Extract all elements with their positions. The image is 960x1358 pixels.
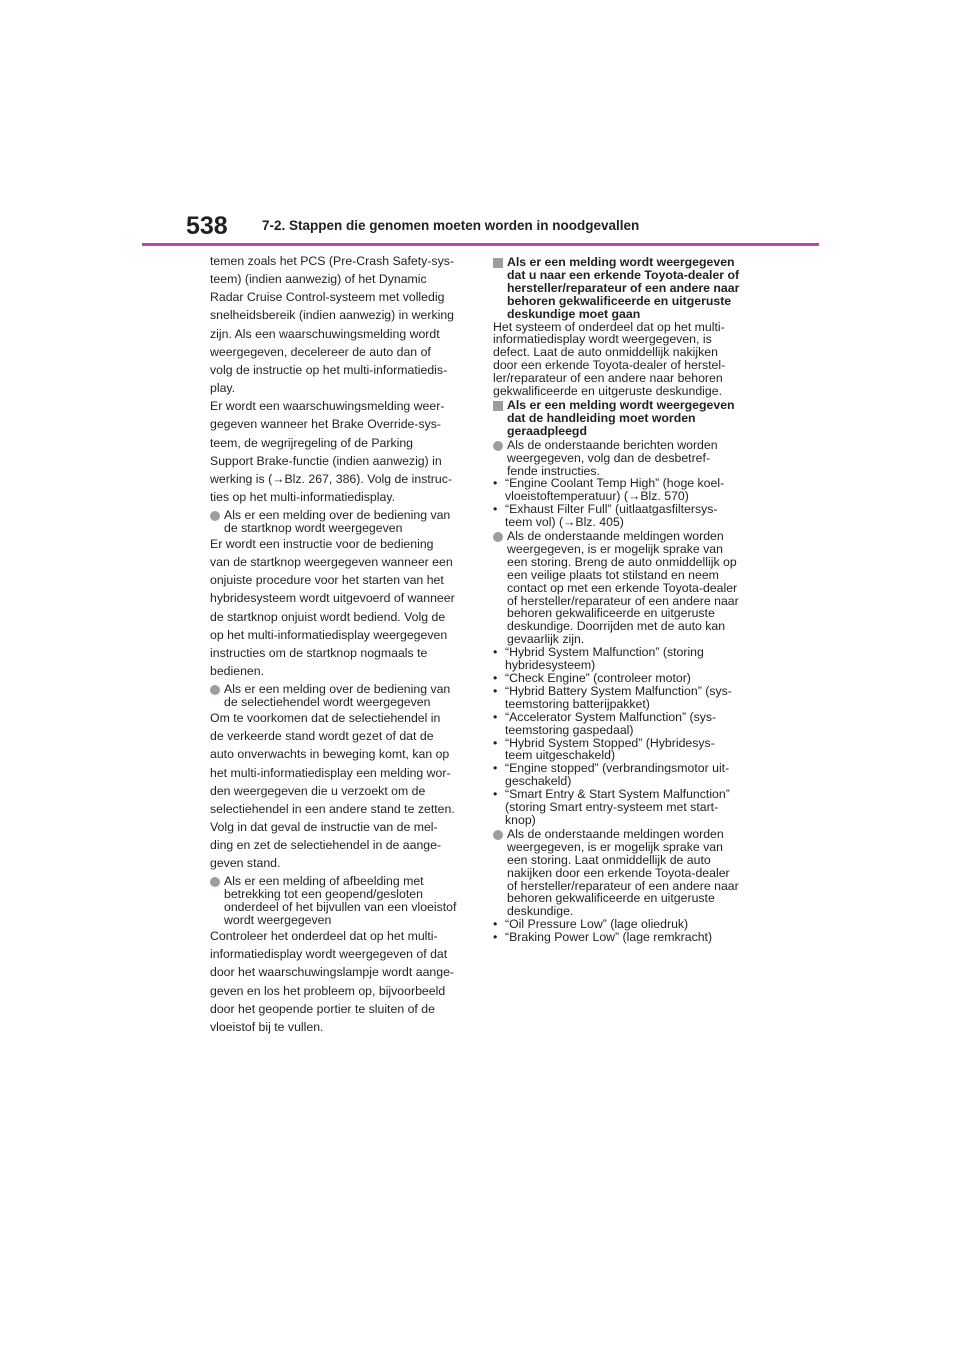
bullet-instructies-text [507, 439, 756, 478]
circle-bullet-icon [210, 877, 220, 887]
text-line: vloeistoftemperatuur) (→Blz. 570) [505, 489, 689, 504]
text-line: temen zoals het PCS (Pre-Crash Safety-sys- [210, 254, 454, 268]
text-line: Als de onderstaande meldingen worden [507, 826, 724, 841]
bullet-instructies [493, 439, 756, 478]
text-line: Als er een melding wordt weergegeven [507, 397, 735, 412]
text-line: de startknop onjuist wordt bediend. Volg de [210, 609, 446, 624]
list-item-text [505, 503, 756, 529]
text-line: “Check Engine” (controleer motor) [505, 671, 691, 685]
text-line: wordt weergegeven [224, 913, 332, 928]
message-list-2 [493, 646, 756, 827]
list-item [493, 762, 756, 788]
list-item [493, 711, 756, 737]
circle-bullet-icon [493, 441, 503, 451]
text-line: deskundige. [507, 904, 574, 919]
text-line: den weergegeven die u verzoekt om de [210, 783, 426, 798]
list-item [493, 737, 756, 763]
left-paragraph-4 [210, 927, 472, 1036]
list-item-text [505, 646, 756, 672]
text-line: door een erkende Toyota-dealer of herstel- [493, 358, 726, 373]
list-marker: • [493, 645, 498, 660]
list-item-text [505, 711, 756, 737]
text-line: teem, de wegrijregeling of de Parking [210, 435, 414, 450]
list-item [493, 788, 756, 827]
text-line: Als de onderstaande berichten worden [507, 437, 718, 452]
bullet-selectiehendel-text [224, 683, 472, 709]
text-line: geschakeld) [505, 774, 572, 789]
text-line: snelheidsbereik (indien aanwezig) in werking [210, 308, 455, 323]
square-bullet-icon [493, 258, 503, 268]
text-line: “Engine stopped” (verbrandingsmotor uit- [505, 761, 730, 776]
text-line: weergegeven, is er mogelijk sprake van [507, 839, 723, 854]
circle-bullet-icon [493, 830, 503, 840]
text-line: informatiedisplay wordt weergegeven of dat [210, 947, 448, 962]
text-line: “Oil Pressure Low” (lage oliedruk) [505, 917, 689, 932]
text-line: geraadpleegd [507, 423, 587, 438]
text-line: defect. Laat de auto onmiddellijk nakijken [493, 345, 718, 360]
text-line: selectiehendel in een andere stand te zetten. [210, 801, 455, 816]
text-line: hybridesysteem wordt uitgevoerd of wanneer [210, 591, 455, 606]
heading-handleiding-text [507, 399, 756, 438]
list-item-text [505, 931, 756, 944]
text-line: behoren gekwalificeerde en uitgeruste [507, 606, 715, 621]
list-marker: • [493, 761, 498, 776]
list-item-text [505, 685, 756, 711]
text-line: volg de instructie op het multi-informatiedis- [210, 362, 448, 377]
list-item [493, 672, 756, 685]
text-line: gekwalificeerde en uitgeruste deskundige. [493, 384, 723, 399]
text-line: weergegeven, decelereer de auto dan of [210, 344, 431, 359]
text-line: betrekking tot een geopend/gesloten [224, 887, 423, 902]
text-line: Om te voorkomen dat de selectiehendel in [210, 711, 441, 726]
list-marker: • [493, 683, 498, 698]
text-line: een storing. Breng de auto onmiddellijk op [507, 554, 737, 569]
text-line: geven stand. [210, 856, 281, 871]
text-line: instructies om de startknop nogmaals te [210, 645, 428, 660]
text-line: (storing Smart entry-systeem met start- [505, 800, 719, 815]
message-list-3 [493, 918, 756, 944]
text-line: informatiedisplay wordt weergegeven, is [493, 332, 712, 347]
bullet-vloeistof [210, 875, 472, 927]
text-line: Als de onderstaande meldingen worden [507, 529, 724, 544]
list-item [493, 931, 756, 944]
text-line: behoren gekwalificeerde en uitgeruste [507, 891, 715, 906]
text-line: Volg in dat geval de instructie van de mel- [210, 820, 438, 834]
text-line: Support Brake-functie (indien aanwezig) in [210, 453, 442, 468]
bullet-storing-nakijken [493, 828, 756, 918]
text-line: teem uitgeschakeld) [505, 748, 616, 763]
heading-dealer [493, 256, 756, 321]
left-paragraph-2 [210, 535, 472, 680]
list-marker: • [493, 709, 498, 724]
text-line: het multi-informatiedisplay een melding wor- [210, 765, 451, 780]
text-line: teem vol) (→Blz. 405) [505, 515, 624, 530]
text-line: deskundige. Doorrijden met de auto kan [507, 619, 726, 634]
text-line: onderdeel of het bijvullen van een vloeistof [224, 900, 457, 915]
page-number: 538 [186, 212, 228, 240]
text-line: werking is (→Blz. 267, 386). Volg de instruc- [210, 471, 452, 486]
list-item [493, 503, 756, 529]
text-line: ler/reparateur of een andere naar behoren [493, 371, 723, 386]
text-line: hersteller/reparateur of een andere naar [507, 280, 740, 295]
text-line: ties op het multi-informatiedisplay. [210, 490, 395, 505]
text-line: “Accelerator System Malfunction” (sys- [505, 709, 717, 724]
text-line: auto onverwachts in beweging komt, kan op [210, 747, 450, 762]
text-line: contact op met een erkende Toyota-dealer [507, 580, 738, 595]
left-column [210, 252, 472, 1036]
heading-handleiding [493, 399, 756, 438]
text-line: op het multi-informatiedisplay weergegeven [210, 627, 448, 642]
circle-bullet-icon [210, 685, 220, 695]
text-line: dat u naar een erkende Toyota-dealer of [507, 267, 740, 282]
text-line: bedienen. [210, 664, 265, 679]
text-line: de selectiehendel wordt weergegeven [224, 695, 431, 710]
list-marker: • [493, 735, 498, 750]
text-line: onjuiste procedure voor het starten van het [210, 573, 444, 588]
text-line: hybridesysteem) [505, 658, 596, 673]
chapter-title: 7-2. Stappen die genomen moeten worden in noodgevallen [262, 218, 640, 233]
bullet-storing-stilstand-text [507, 530, 756, 646]
list-item [493, 685, 756, 711]
bullet-startknop-text [224, 509, 472, 535]
text-line: Als er een melding over de bediening van [224, 508, 451, 523]
left-paragraph-1 [210, 252, 472, 506]
text-line: “Engine Coolant Temp High” (hoge koel- [505, 476, 725, 491]
text-line: Het systeem of onderdeel dat op het multi- [493, 319, 725, 334]
text-line: door het waarschuwingslampje wordt aange- [210, 965, 455, 980]
text-line: “Hybrid Battery System Malfunction” (sys- [505, 683, 732, 698]
header-rule [142, 243, 819, 246]
list-item-text [505, 762, 756, 788]
text-line: een veilige plaats tot stilstand en neem [507, 567, 719, 582]
text-line: een storing. Laat onmiddellijk de auto [507, 852, 711, 867]
text-line: weergegeven, volg dan de desbetref- [507, 450, 711, 465]
text-line: gevaarlijk zijn. [507, 632, 585, 647]
text-line: gegeven wanneer het Brake Override-sys- [210, 417, 442, 432]
right-paragraph-1 [493, 321, 756, 398]
text-line: van de startknop weergegeven wanneer een [210, 555, 453, 570]
text-line: deskundige moet gaan [507, 306, 641, 321]
list-item-text [505, 672, 756, 685]
text-line: Controleer het onderdeel dat op het multi- [210, 929, 438, 944]
bullet-startknop [210, 509, 472, 535]
text-line: teemstoring batterijpakket) [505, 696, 650, 711]
bullet-selectiehendel [210, 683, 472, 709]
heading-dealer-text [507, 256, 756, 321]
text-line: Als er een melding wordt weergegeven [507, 255, 735, 269]
text-line: “Exhaust Filter Full” (uitlaatgasfiltersys- [505, 502, 718, 517]
text-line: nakijken door een erkende Toyota-dealer [507, 865, 730, 880]
bullet-storing-stilstand [493, 530, 756, 646]
text-line: knop) [505, 812, 536, 827]
bullet-vloeistof-text [224, 875, 472, 927]
text-line: of hersteller/reparateur of een andere naar [507, 593, 739, 608]
text-line: play. [210, 381, 236, 396]
list-item-text [505, 788, 756, 827]
text-line: behoren gekwalificeerde en uitgeruste [507, 293, 732, 308]
text-line: “Hybrid System Stopped” (Hybridesys- [505, 735, 715, 750]
square-bullet-icon [493, 401, 503, 411]
circle-bullet-icon [493, 532, 503, 542]
text-line: of hersteller/reparateur of een andere naar [507, 878, 739, 893]
text-line: teemstoring gaspedaal) [505, 722, 634, 737]
list-item [493, 646, 756, 672]
list-item-text [505, 737, 756, 763]
text-line: de verkeerde stand wordt gezet of dat de [210, 729, 434, 744]
list-marker: • [493, 930, 498, 945]
text-line: fende instructies. [507, 463, 600, 478]
circle-bullet-icon [210, 511, 220, 521]
text-line: dat de handleiding moet worden [507, 410, 696, 425]
left-paragraph-3 [210, 709, 472, 872]
text-line: Er wordt een waarschuwingsmelding weer- [210, 399, 445, 414]
list-marker: • [493, 502, 498, 517]
list-marker: • [493, 787, 498, 802]
list-marker: • [493, 917, 498, 932]
list-marker: • [493, 671, 498, 685]
text-line: Er wordt een instructie voor de bediening [210, 537, 434, 551]
text-line: zijn. Als een waarschuwingsmelding wordt [210, 326, 440, 341]
text-line: Radar Cruise Control-systeem met volledig [210, 290, 445, 305]
list-marker: • [493, 476, 498, 491]
text-line: geven en los het probleem op, bijvoorbeeld [210, 983, 446, 998]
text-line: ding en zet de selectiehendel in de aange- [210, 838, 442, 853]
text-line: de startknop wordt weergegeven [224, 521, 403, 536]
bullet-storing-nakijken-text [507, 828, 756, 918]
text-line: Als er een melding of afbeelding met [224, 874, 424, 889]
text-line: Als er een melding over de bediening van [224, 682, 451, 697]
list-item-text [505, 477, 756, 503]
text-line: “Braking Power Low” (lage remkracht) [505, 930, 713, 945]
text-line: “Hybrid System Malfunction” (storing [505, 645, 704, 660]
text-line: door het geopende portier te sluiten of de [210, 1001, 435, 1016]
message-list-1 [493, 477, 756, 529]
list-item [493, 477, 756, 503]
text-line: “Smart Entry & Start System Malfunction” [505, 787, 730, 802]
text-line: weergegeven, is er mogelijk sprake van [507, 541, 723, 556]
text-line: vloeistof bij te vullen. [210, 1019, 324, 1034]
text-line: teem) (indien aanwezig) of het Dynamic [210, 272, 427, 287]
right-column [493, 252, 756, 944]
